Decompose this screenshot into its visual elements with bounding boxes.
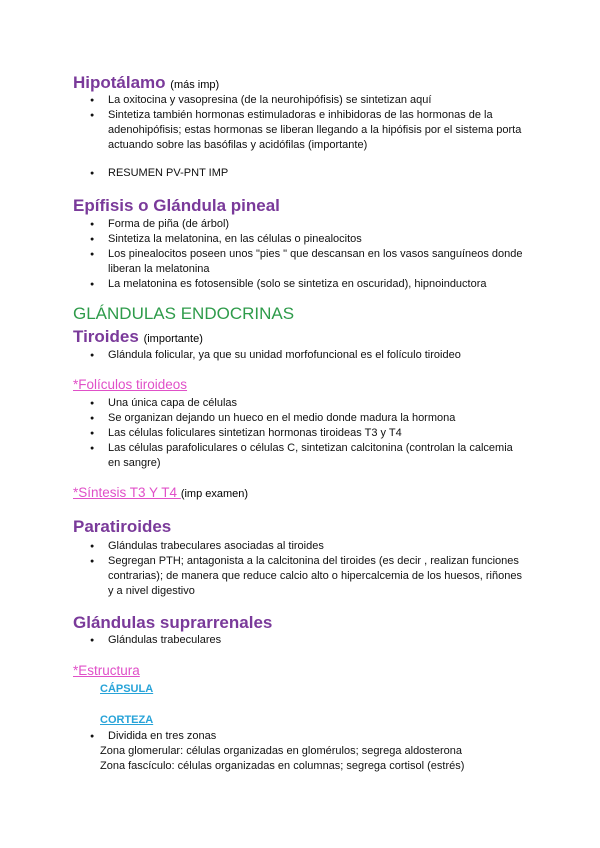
list-item: ● Glándulas trabeculares bbox=[108, 633, 221, 648]
heading-epifisis: Epífisis o Glándula pineal bbox=[73, 196, 280, 215]
list-item: ● Forma de piña (de árbol) bbox=[108, 217, 229, 232]
list-item-continuation: adenohipófisis; estas hormonas se liberan llegando a la hipófisis por el sistema porta bbox=[108, 124, 522, 136]
list-item-continuation: contrarias); de manera que reduce calcio alto o hipercalcemia de los huesos, riñones bbox=[108, 570, 522, 582]
list-item: ● Dividida en tres zonas bbox=[108, 729, 216, 744]
heading-hipotalamo-note: (más imp) bbox=[170, 79, 220, 91]
list-item-continuation: en sangre) bbox=[108, 457, 161, 469]
list-item: ● Los pinealocitos poseen unos "pies " que descansan en los vasos sanguíneos donde bbox=[108, 247, 523, 262]
heading-hipotalamo bbox=[73, 73, 219, 95]
list-item-continuation: liberan la melatonina bbox=[108, 263, 210, 275]
heading-glandulas-endocrinas: GLÁNDULAS ENDOCRINAS bbox=[73, 304, 295, 323]
heading-tiroides-note: (importante) bbox=[143, 333, 203, 345]
subheading-foliculos-tiroideos: *Folículos tiroideos bbox=[73, 377, 188, 392]
subheading-sintesis-title: *Síntesis T3 Y T4 bbox=[73, 485, 181, 500]
list-item: ● Sintetiza la melatonina, en las células o pinealocitos bbox=[108, 232, 362, 247]
heading-tiroides-title: Tiroides bbox=[73, 327, 139, 346]
heading-hipotalamo-title: Hipotálamo bbox=[73, 73, 166, 92]
list-item: ● RESUMEN PV-PNT IMP bbox=[108, 166, 228, 181]
zona-glomerular-line: Zona glomerular: células organizadas en glomérulos; segrega aldosterona bbox=[100, 745, 462, 757]
list-item: ● La oxitocina y vasopresina (de la neurohipófisis) se sintetizan aquí bbox=[108, 93, 431, 108]
subheading-sintesis bbox=[73, 485, 248, 502]
zona-fasciculo-line: Zona fascículo: células organizadas en columnas; segrega cortisol (estrés) bbox=[100, 760, 465, 772]
subheading-estructura: *Estructura bbox=[73, 663, 140, 678]
label-capsula: CÁPSULA bbox=[100, 683, 154, 695]
list-item-continuation: actuando sobre las basófilas y acidófilas (importante) bbox=[108, 139, 368, 151]
list-item: ● Glándula folicular, ya que su unidad morfofuncional es el folículo tiroideo bbox=[108, 348, 461, 363]
list-item: ● Las células parafoliculares o células C, sintetizan calcitonina (controlan la calcemia bbox=[108, 441, 513, 456]
heading-paratiroides: Paratiroides bbox=[73, 517, 172, 536]
list-item: ● Se organizan dejando un hueco en el medio donde madura la hormona bbox=[108, 411, 455, 426]
list-item-continuation: y a nivel digestivo bbox=[108, 585, 195, 597]
list-item: ● Las células foliculares sintetizan hormonas tiroideas T3 y T4 bbox=[108, 426, 402, 441]
subheading-sintesis-note: (imp examen) bbox=[180, 488, 249, 500]
heading-glandulas-suprarrenales: Glándulas suprarrenales bbox=[73, 613, 273, 632]
list-item: ● Segregan PTH; antagonista a la calcitonina del tiroides (es decir , realizan funciones bbox=[108, 554, 519, 569]
heading-tiroides bbox=[73, 327, 203, 349]
list-item: ● Sintetiza también hormonas estimuladoras e inhibidoras de las hormonas de la bbox=[108, 108, 493, 123]
list-item: ● Una única capa de células bbox=[108, 396, 237, 411]
list-item: ● Glándulas trabeculares asociadas al tiroides bbox=[108, 539, 324, 554]
label-corteza: CORTEZA bbox=[100, 714, 154, 726]
list-item: ● La melatonina es fotosensible (solo se sintetiza en oscuridad), hipnoinductora bbox=[108, 277, 487, 292]
